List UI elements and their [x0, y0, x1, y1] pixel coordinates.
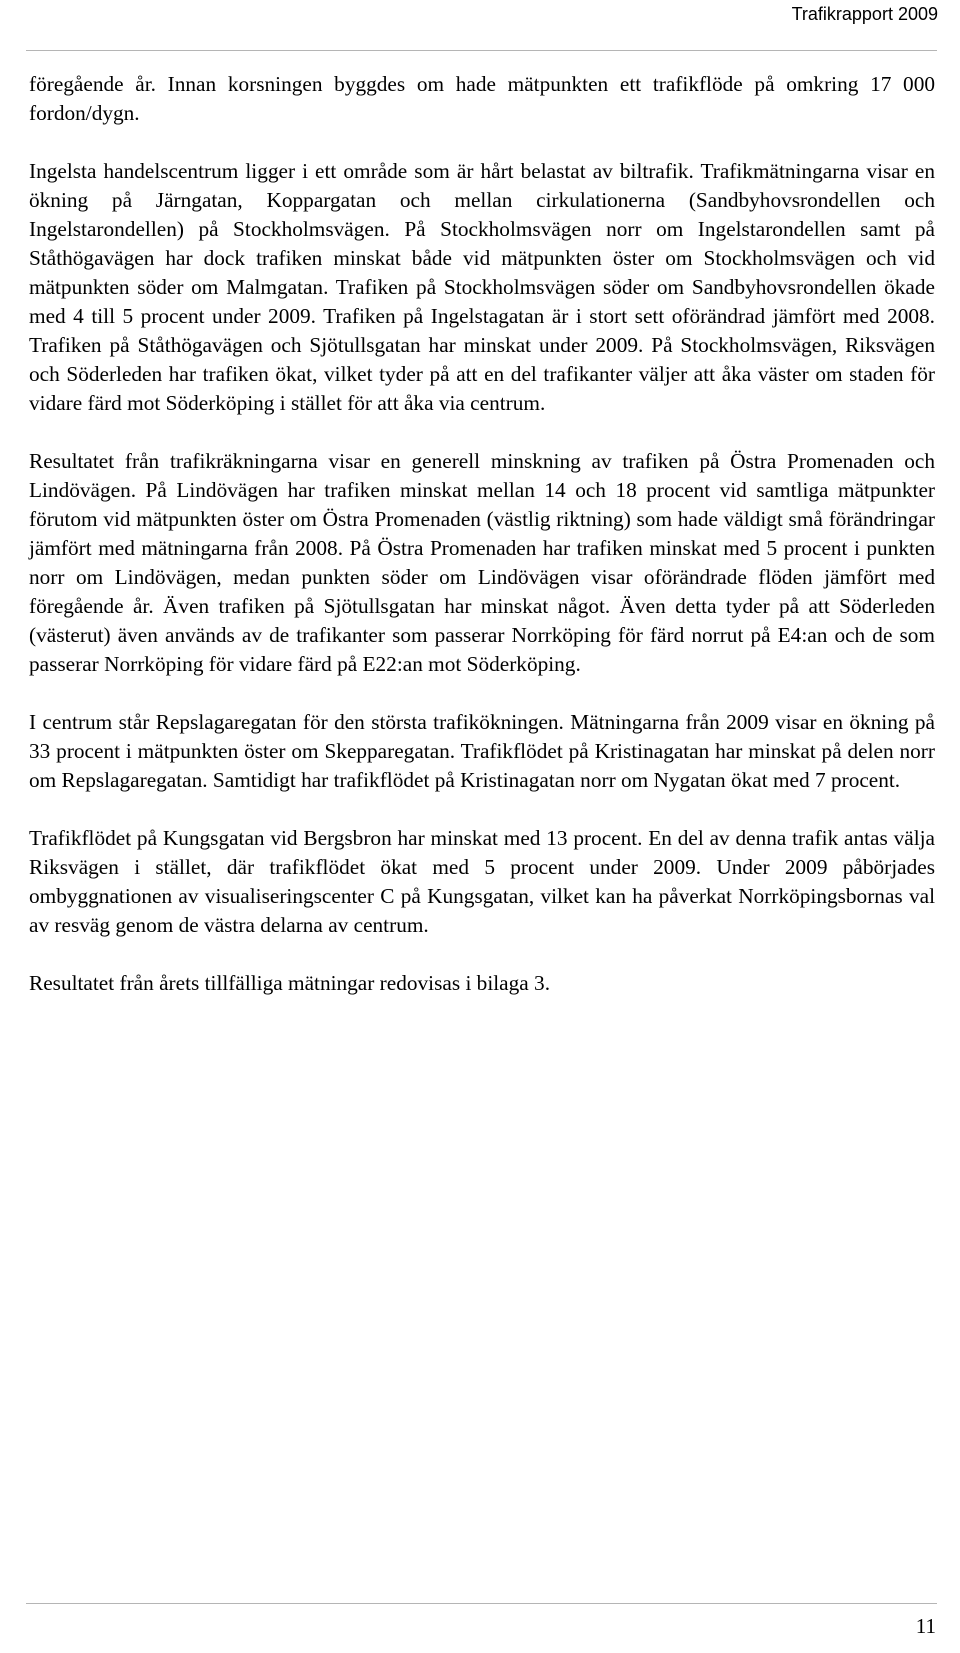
- paragraph: Ingelsta handelscentrum ligger i ett område som är hårt belastat av biltrafik. Trafikmätningarna visar en ökning på Järngatan, Koppargatan och mellan cirkulationerna (Sandbyhovsrondellen och Ingelstarondellen) på Stockholmsvägen. På Stockholmsvägen norr om Ingelstarondellen samt på Ståthögavägen har dock trafiken minskat både vid mätpunkten öster om Stockholmsvägen och vid mätpunkten söder om Malmgatan. Trafiken på Stockholmsvägen söder om Sandbyhovsrondellen ökade med 4 till 5 procent under 2009. Trafiken på Ingelstagatan är i stort sett oförändrad jämfört med 2008. Trafiken på Ståthögavägen och Sjötullsgatan har minskat under 2009. På Stockholmsvägen, Riksvägen och Söderleden har trafiken ökat, vilket tyder på att en del trafikanter väljer att åka väster om staden för vidare färd mot Söderköping i stället för att åka via centrum.: [29, 159, 935, 415]
- paragraph: föregående år. Innan korsningen byggdes om hade mätpunkten ett trafikflöde på omkring 17 000 fordon/dygn.: [29, 72, 935, 125]
- paragraph: I centrum står Repslagaregatan för den största trafikökningen. Mätningarna från 2009 visar en ökning på 33 procent i mätpunkten öster om Skepparegatan. Trafikflödet på Kristinagatan har minskat på delen norr om Repslagaregatan. Samtidigt har trafikflödet på Kristinagatan norr om Nygatan ökat med 7 procent.: [29, 710, 935, 792]
- page-number: 11: [915, 1614, 936, 1638]
- paragraph: Trafikflödet på Kungsgatan vid Bergsbron har minskat med 13 procent. En del av denna trafik antas välja Riksvägen i stället, där trafikflödet ökat med 5 procent under 2009. Under 2009 påbörjades ombyggnationen av visualiseringscenter C på Kungsgatan, vilket kan ha påverkat Norrköpingsbornas val av resväg genom de västra delarna av centrum.: [29, 826, 935, 937]
- paragraph: Resultatet från årets tillfälliga mätningar redovisas i bilaga 3.: [29, 971, 551, 995]
- paragraph: Resultatet från trafikräkningarna visar en generell minskning av trafiken på Östra Promenaden och Lindövägen. På Lindövägen har trafiken minskat mellan 14 och 18 procent vid samtliga mätpunkter förutom vid mätpunkten öster om Östra Promenaden (västlig riktning) som hade väldigt små förändringar jämfört med mätningarna från 2008. På Östra Promenaden har trafiken minskat med 5 procent i punkten norr om Lindövägen, medan punkten söder om Lindövägen visar oförändrade flöden jämfört med föregående år. Även trafiken på Sjötullsgatan har minskat något. Även detta tyder på att Söderleden (västerut) även används av de trafikanter som passerar Norrköping för färd norrut på E4:an och de som passerar Norrköping för vidare färd på E22:an mot Söderköping.: [29, 449, 935, 676]
- running-header-title: Trafikrapport 2009: [791, 4, 938, 24]
- footer-divider: [26, 1603, 937, 1604]
- header-divider: [26, 50, 937, 51]
- body-text: [29, 70, 935, 1027]
